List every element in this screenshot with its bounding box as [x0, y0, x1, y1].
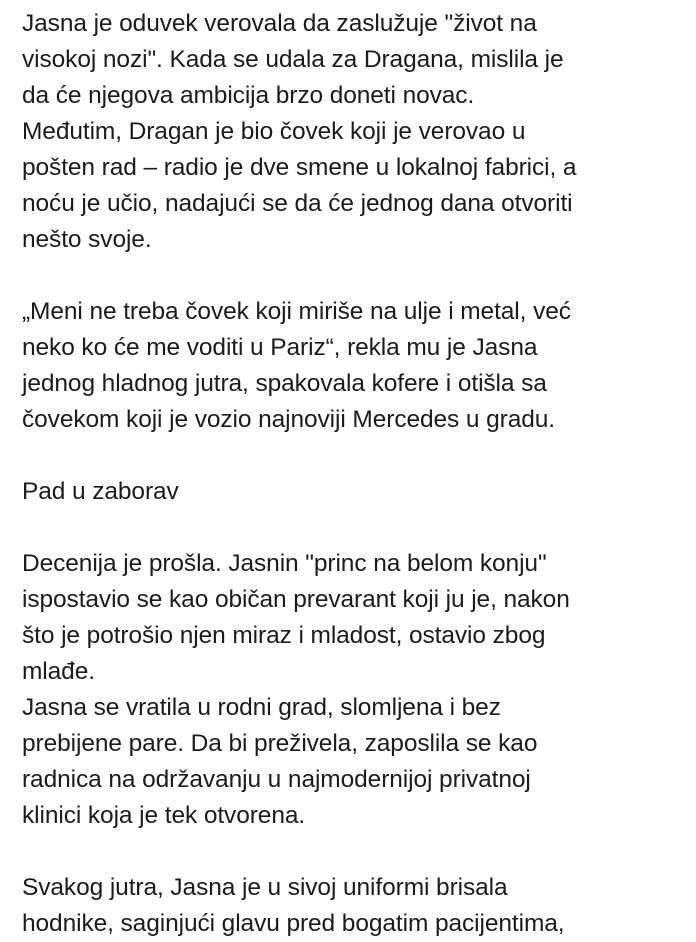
text-line: Jasna je oduvek verovala da zaslužuje "život na: [22, 10, 537, 37]
paragraph-gap: [22, 834, 692, 870]
paragraph-3: [22, 546, 692, 834]
text-line: radnica na održavanju u najmodernijoj privatnoj: [22, 766, 531, 793]
text-line: Svakog jutra, Jasna je u sivoj uniformi brisala: [22, 874, 508, 901]
paragraph-1: [22, 6, 692, 258]
text-line: noću je učio, nadajući se da će jednog dana otvoriti: [22, 190, 573, 217]
text-line: što je potrošio njen miraz i mladost, ostavio zbog: [22, 622, 546, 649]
paragraph-4: [22, 870, 692, 942]
text-line: jednog hladnog jutra, spakovala kofere i otišla sa: [22, 370, 547, 397]
paragraph-gap: [22, 258, 692, 294]
paragraph-2: [22, 294, 692, 438]
text-line: klinici koja je tek otvorena.: [22, 802, 306, 829]
text-line: hodnike, saginjući glavu pred bogatim pacijentima,: [22, 910, 565, 937]
text-line: Međutim, Dragan je bio čovek koji je verovao u: [22, 118, 526, 145]
text-line: neko ko će me voditi u Pariz“, rekla mu je Jasna: [22, 334, 538, 361]
text-line: pošten rad – radio je dve smene u lokalnoj fabrici, a: [22, 154, 577, 181]
heading-text: Pad u zaborav: [22, 478, 179, 505]
text-line: ispostavio se kao običan prevarant koji ju je, nakon: [22, 586, 570, 613]
text-line: Jasna se vratila u rodni grad, slomljena i bez: [22, 694, 501, 721]
text-line: prebijene pare. Da bi preživela, zaposlila se kao: [22, 730, 538, 757]
text-line: da će njegova ambicija brzo doneti novac.: [22, 82, 475, 109]
section-heading: [22, 474, 692, 510]
post-text: [22, 6, 692, 942]
text-line: čovekom koji je vozio najnoviji Mercedes u gradu.: [22, 406, 555, 433]
paragraph-gap: [22, 510, 692, 546]
text-line: visokoj nozi". Kada se udala za Dragana, mislila je: [22, 46, 564, 73]
paragraph-gap: [22, 438, 692, 474]
text-line: „Meni ne treba čovek koji miriše na ulje i metal, već: [22, 298, 571, 325]
text-line: nešto svoje.: [22, 226, 152, 253]
text-line: Decenija je prošla. Jasnin "princ na belom konju": [22, 550, 547, 577]
text-line: mlađe.: [22, 658, 95, 685]
